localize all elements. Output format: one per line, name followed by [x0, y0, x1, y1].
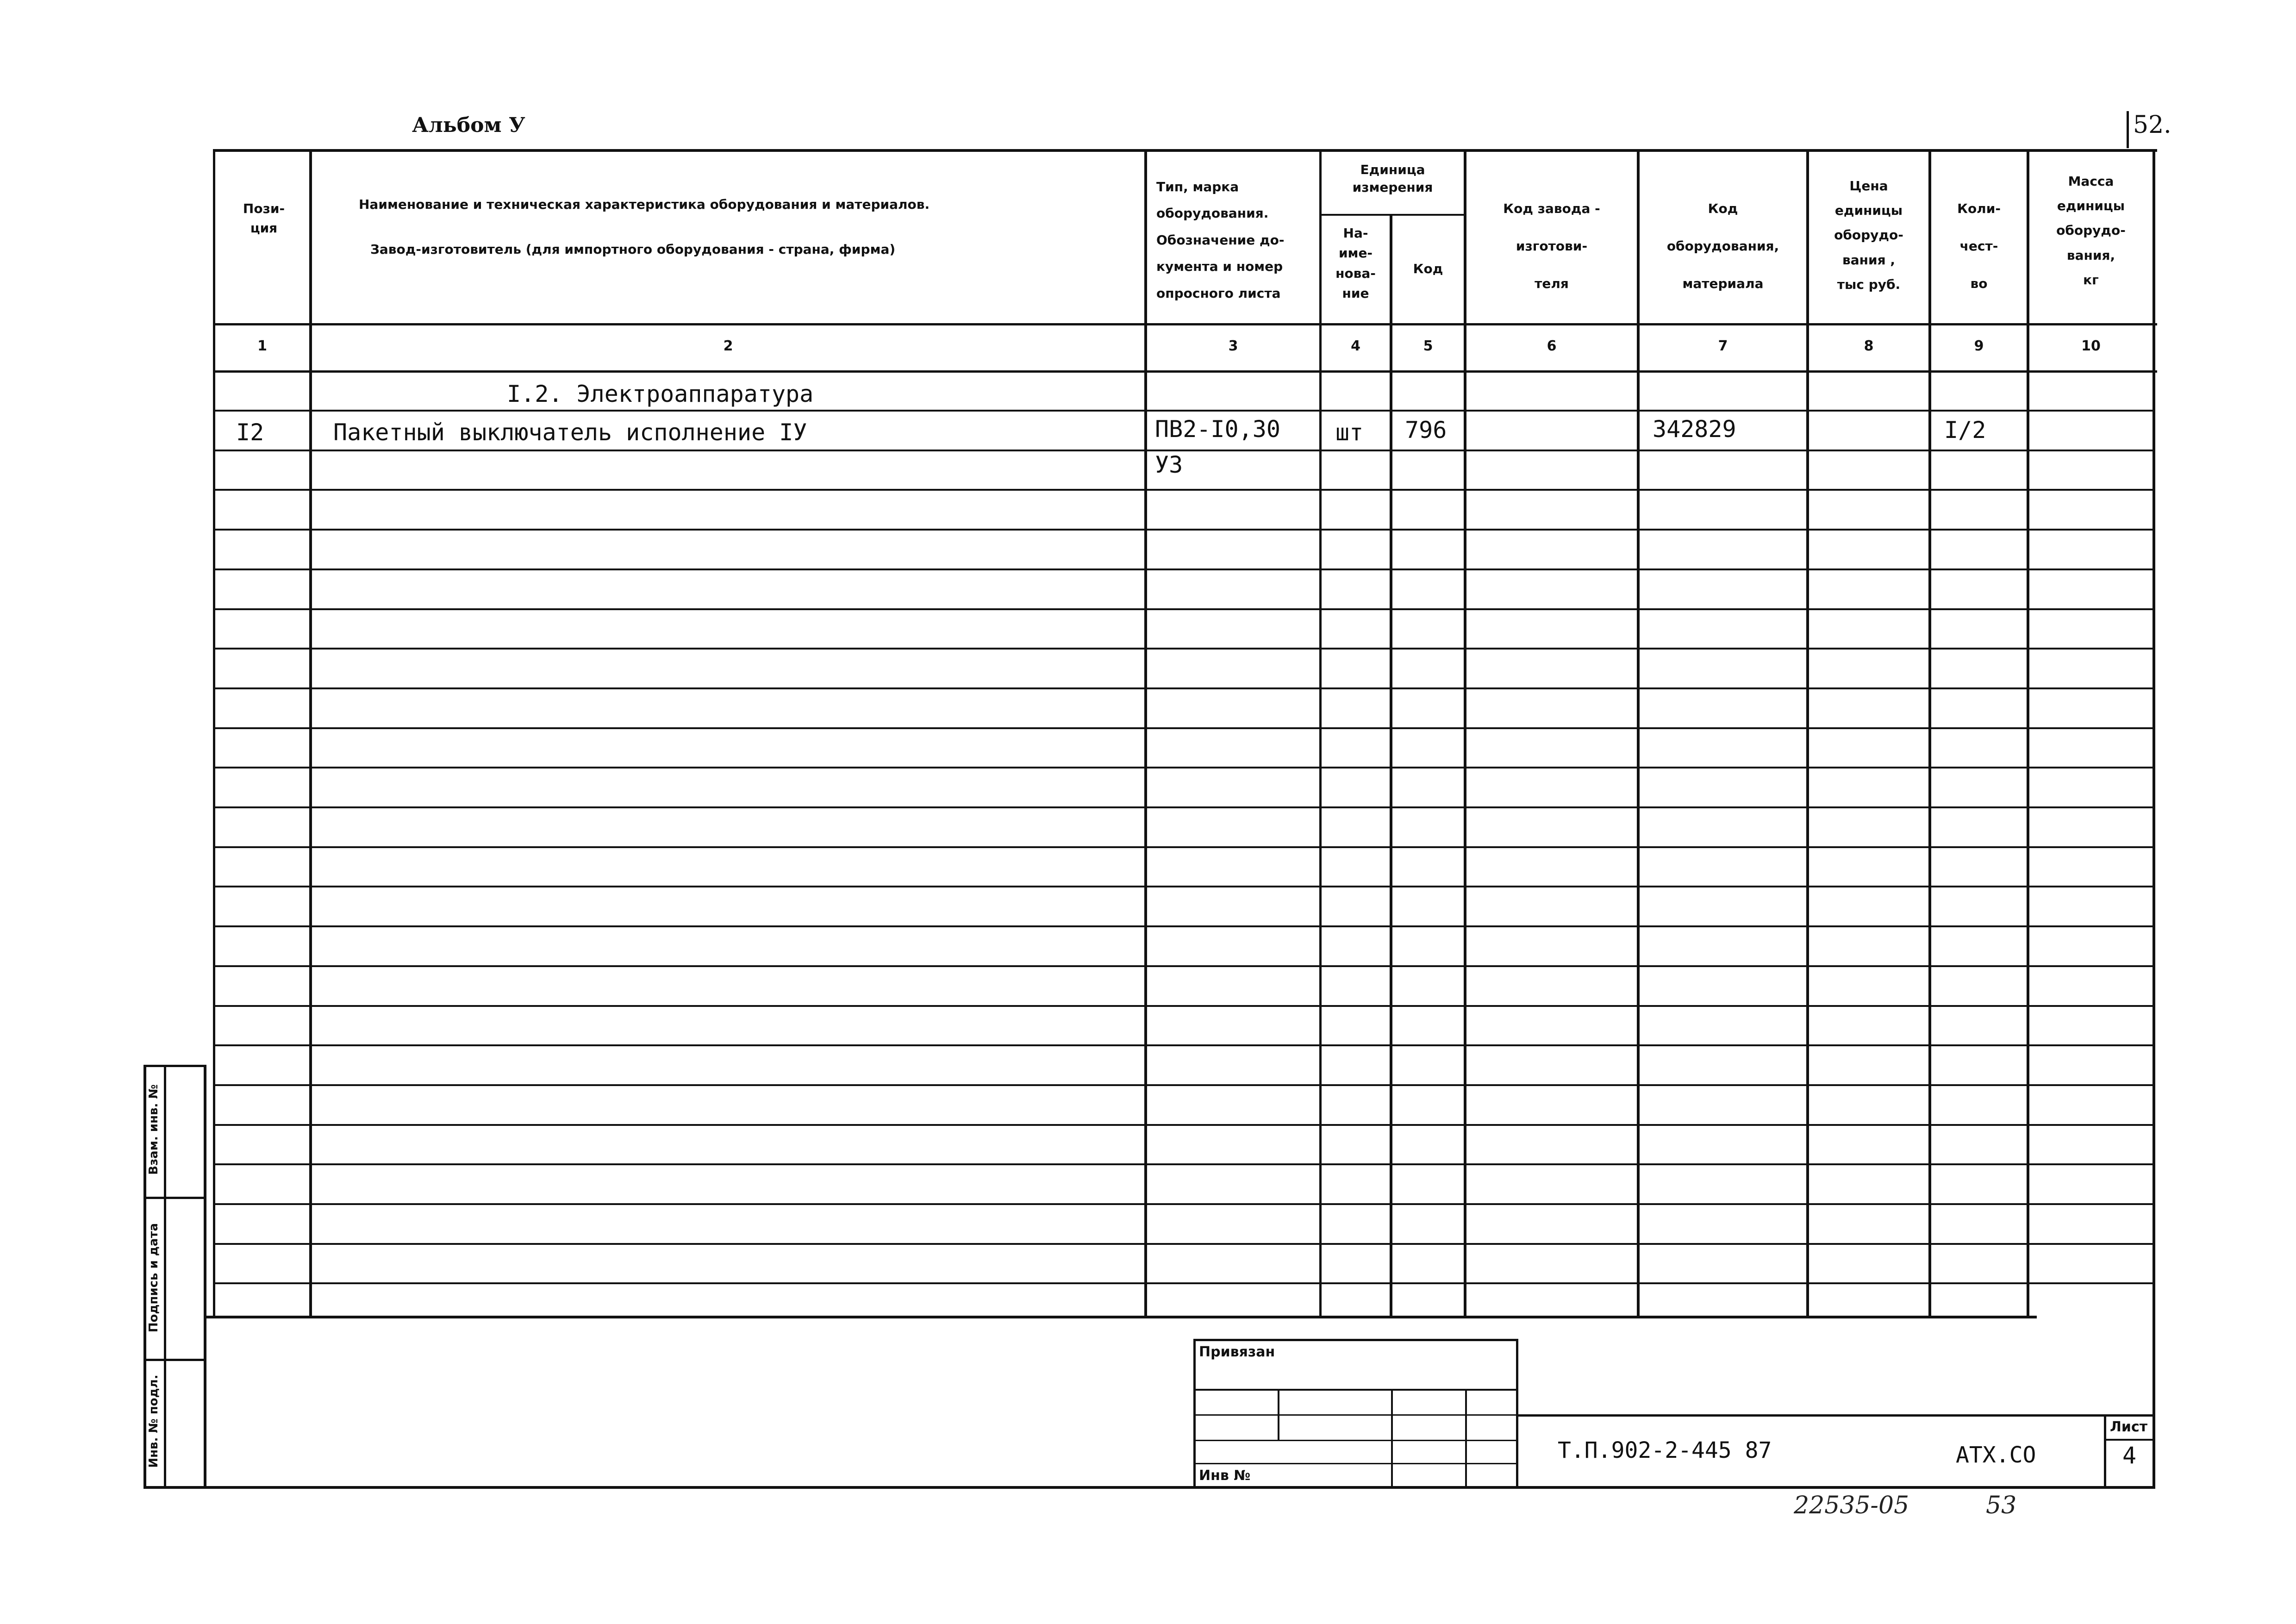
header-price: Цена единицы оборудо- вания , тыс руб.: [1834, 178, 1903, 292]
stamp-list-label: Лист: [2110, 1419, 2148, 1435]
header-equipment-code: Код оборудования, материала: [1666, 201, 1779, 292]
row-rule: [213, 846, 2155, 848]
section-title: I.2. Электроаппаратура: [507, 381, 814, 407]
row-rule: [213, 1044, 2155, 1046]
album-title: Альбом У: [412, 113, 525, 137]
header-position: Пози- ция: [243, 201, 285, 236]
page-corner-number: 52.: [2133, 111, 2171, 139]
header-type: Тип, марка оборудования. Обозначение до- кумента и номер опросного листа: [1156, 179, 1285, 301]
row-rule: [213, 568, 2155, 570]
header-unit-name: На- име- нова- ние: [1335, 225, 1376, 301]
side-inv-podl: Инв. № подл.: [147, 1374, 161, 1468]
cell-unit-name: шт: [1335, 419, 1364, 446]
column-number-2: 2: [723, 338, 733, 354]
cell-type: У3: [1155, 451, 1183, 478]
row-rule: [213, 767, 2155, 768]
column-number-7: 7: [1718, 338, 1728, 354]
stamp-privyazan: Привязан: [1199, 1344, 1275, 1360]
handwritten-archive-number: 22535-05: [1794, 1492, 1909, 1519]
header-unit-code: Код: [1413, 261, 1443, 276]
row-rule: [213, 965, 2155, 967]
corner-tick: [2127, 111, 2129, 148]
row-rule: [213, 1203, 2155, 1205]
cell-quantity: I/2: [1944, 417, 1986, 443]
row-rule: [213, 886, 2155, 887]
column-number-9: 9: [1974, 338, 1984, 354]
stamp-doc-code: Т.П.902-2-445 87: [1558, 1437, 1772, 1463]
row-rule: [213, 925, 2155, 927]
row-rule: [213, 410, 2155, 412]
cell-equipment-code: 342829: [1653, 416, 1736, 443]
stamp-sheet-code: АТХ.СО: [1956, 1442, 2036, 1468]
row-rule: [213, 1243, 2155, 1245]
header-name-line1: Наименование и техническая характеристика оборудования и материалов.: [359, 197, 930, 212]
cell-position: I2: [236, 419, 264, 446]
stamp-inv-no: Инв №: [1199, 1468, 1251, 1484]
row-rule: [213, 608, 2155, 610]
row-rule: [213, 1282, 2155, 1284]
row-rule: [213, 450, 2155, 451]
cell-type: ПВ2-I0,30: [1155, 416, 1280, 443]
row-rule: [213, 687, 2155, 689]
cell-name: Пакетный выключатель исполнение IУ: [333, 419, 807, 446]
column-number-8: 8: [1864, 338, 1874, 354]
row-rule: [213, 1005, 2155, 1007]
row-rule: [213, 727, 2155, 729]
side-vzam-inv: Взам. инв. №: [147, 1084, 161, 1175]
header-name-line2: Завод-изготовитель (для импортного оборудования - страна, фирма): [370, 242, 896, 257]
handwritten-page-number: 53: [1986, 1492, 2017, 1519]
column-number-10: 10: [2081, 338, 2101, 354]
row-rule: [213, 489, 2155, 491]
side-podpis-data: Подпись и дата: [147, 1223, 161, 1333]
header-quantity: Коли- чест- во: [1957, 201, 2001, 292]
row-rule: [213, 1124, 2155, 1126]
column-number-1: 1: [257, 338, 267, 354]
row-rule: [213, 529, 2155, 531]
header-plant-code: Код завода - изготови- теля: [1503, 201, 1600, 292]
stamp-list-number: 4: [2122, 1442, 2137, 1469]
row-rule: [213, 1084, 2155, 1086]
header-mass: Масса единицы оборудо- вания, кг: [2056, 174, 2126, 287]
row-rule: [213, 806, 2155, 808]
cell-unit-code: 796: [1405, 417, 1447, 443]
column-number-4: 4: [1351, 338, 1360, 354]
column-number-3: 3: [1228, 338, 1238, 354]
column-number-5: 5: [1423, 338, 1433, 354]
row-rule: [213, 648, 2155, 650]
row-rule: [213, 1163, 2155, 1165]
column-number-6: 6: [1547, 338, 1557, 354]
header-unit-group: Единица измерения: [1352, 162, 1433, 195]
